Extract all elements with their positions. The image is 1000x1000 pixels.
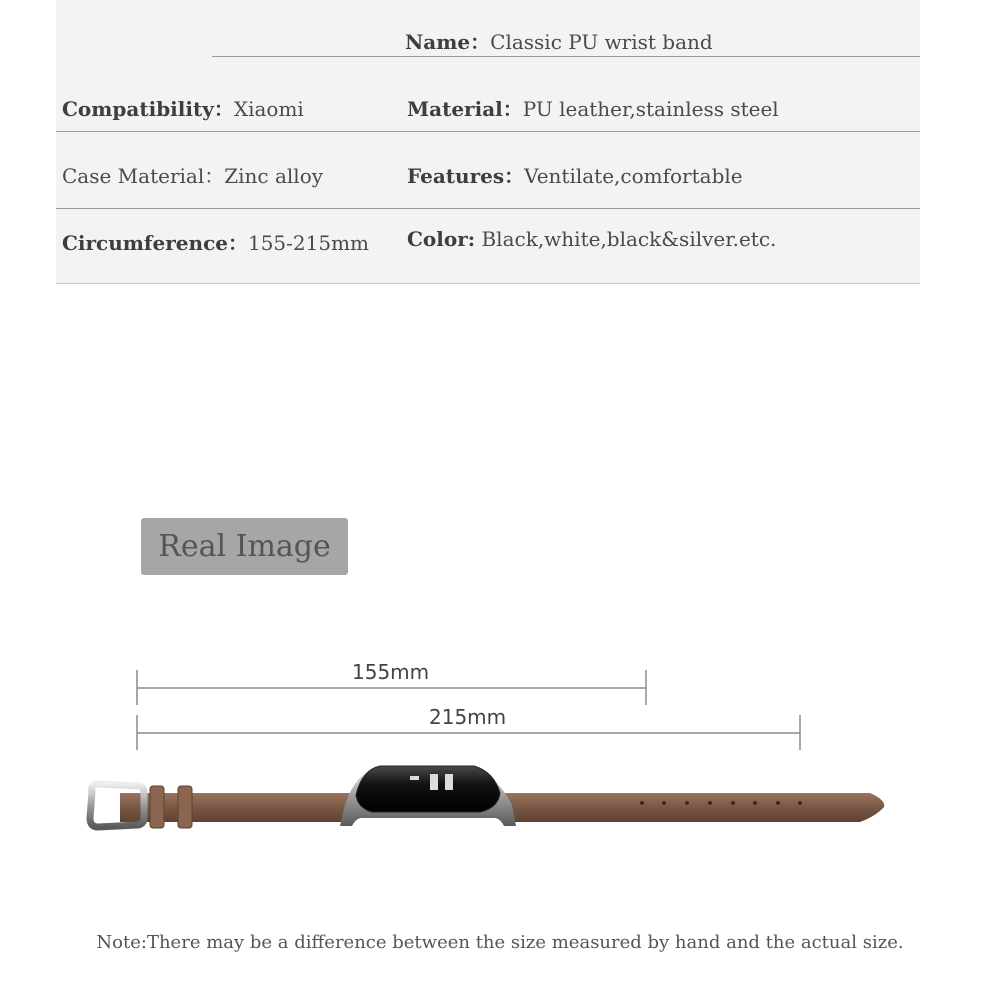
buckle [90,784,144,827]
spec-circ-value: 155-215mm [247,231,370,255]
spec-circ-label: Circumference： [62,231,248,255]
spec-divider [212,56,920,57]
spec-color-label: Color: [407,227,476,251]
spec-material-label: Material： [407,97,523,121]
spec-case-label: Case Material： [62,164,225,188]
size-note: Note:There may be a difference between the size measured by hand and the actual size. [96,932,904,953]
spec-case-material [62,160,323,189]
spec-name [405,26,713,55]
spec-features-value: Ventilate,comfortable [524,164,743,188]
measure-215-label: 215mm [429,705,507,729]
spec-name-value: Classic PU wrist band [490,30,713,54]
spec-features-label: Features： [407,164,525,188]
strap-holes [640,801,802,805]
spec-compat-label: Compatibility： [62,97,234,121]
measure-155-label: 155mm [352,660,430,684]
tracker-frame [340,768,516,826]
real-image-tag [141,518,348,575]
spec-circumference [62,227,369,256]
spec-divider [56,131,920,132]
strap-loop-1 [150,786,164,828]
spec-divider [56,283,920,284]
spec-material-value: PU leather,stainless steel [522,97,779,121]
strap-left [120,793,350,822]
spec-features [407,160,743,189]
spec-compat-value: Xiaomi [233,97,304,121]
spec-color-value: Black,white,black&silver.etc. [481,227,777,251]
strap-right [505,793,884,822]
spec-material [407,93,779,122]
strap-loop-2 [178,786,192,828]
spec-compatibility [62,93,304,122]
real-image-label: Real Image [158,529,331,564]
spec-case-value: Zinc alloy [224,164,324,188]
tracker-screen [356,766,500,812]
spec-divider [56,208,920,209]
tracker-display-digits [410,774,453,790]
spec-color [407,227,776,251]
spec-name-label: Name： [405,30,491,54]
